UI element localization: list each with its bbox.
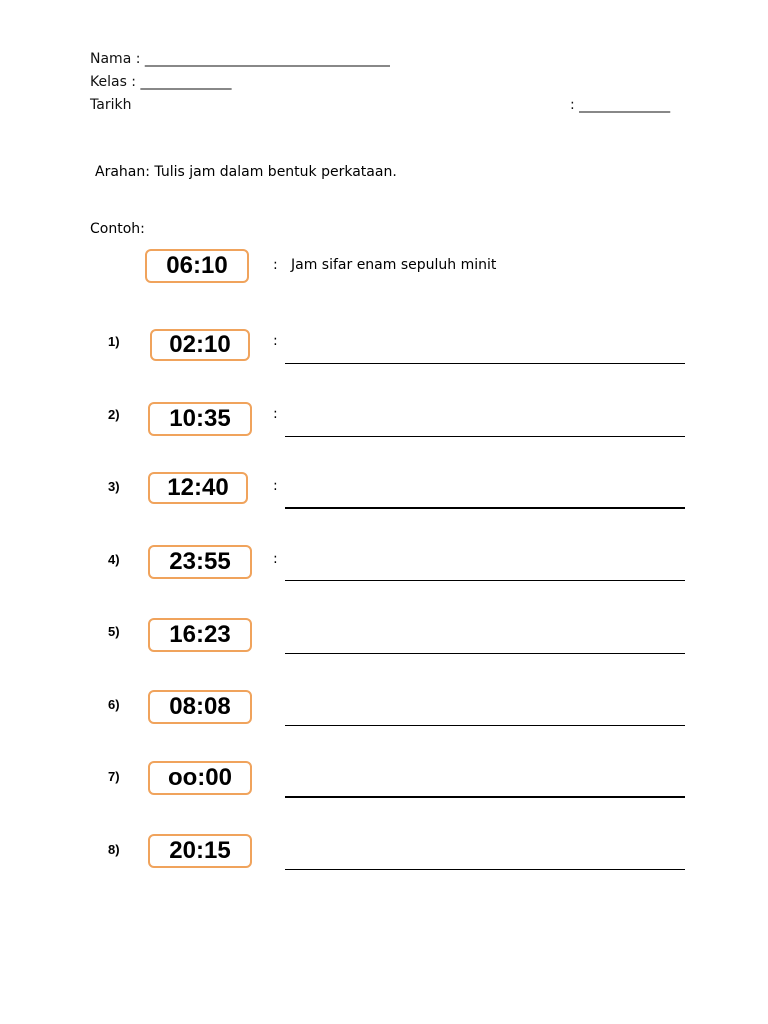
question-number: 4): [108, 552, 120, 567]
answer-line[interactable]: [285, 436, 685, 437]
answer-line[interactable]: [285, 363, 685, 364]
question-clock: 08:08: [148, 690, 252, 724]
question-number: 5): [108, 624, 120, 639]
answer-line[interactable]: [285, 725, 685, 726]
instruction-text: Arahan: Tulis jam dalam bentuk perkataan.: [95, 164, 397, 180]
answer-line[interactable]: [285, 580, 685, 581]
question-clock: 10:35: [148, 402, 252, 436]
date-label: Tarikh: [90, 97, 132, 113]
question-clock: 20:15: [148, 834, 252, 868]
question-clock: 23:55: [148, 545, 252, 579]
question-separator: :: [273, 478, 278, 494]
answer-line[interactable]: [285, 507, 685, 509]
question-clock: 12:40: [148, 472, 248, 504]
question-number: 3): [108, 479, 120, 494]
date-blank: : _____________: [570, 97, 671, 113]
question-separator: :: [273, 551, 278, 567]
example-answer: Jam sifar enam sepuluh minit: [291, 257, 497, 273]
question-separator: :: [273, 333, 278, 349]
class-field: Kelas : _____________: [90, 74, 232, 90]
answer-line[interactable]: [285, 869, 685, 870]
question-number: 1): [108, 334, 120, 349]
answer-line[interactable]: [285, 796, 685, 798]
example-clock: 06:10: [145, 249, 249, 283]
example-label: Contoh:: [90, 221, 145, 237]
question-clock: 02:10: [150, 329, 250, 361]
answer-line[interactable]: [285, 653, 685, 654]
name-field: Nama : ___________________________________: [90, 51, 390, 67]
question-number: 7): [108, 769, 120, 784]
example-separator: :: [273, 257, 278, 273]
question-number: 2): [108, 407, 120, 422]
question-number: 8): [108, 842, 120, 857]
question-clock: oo:00: [148, 761, 252, 795]
question-number: 6): [108, 697, 120, 712]
question-separator: :: [273, 406, 278, 422]
question-clock: 16:23: [148, 618, 252, 652]
